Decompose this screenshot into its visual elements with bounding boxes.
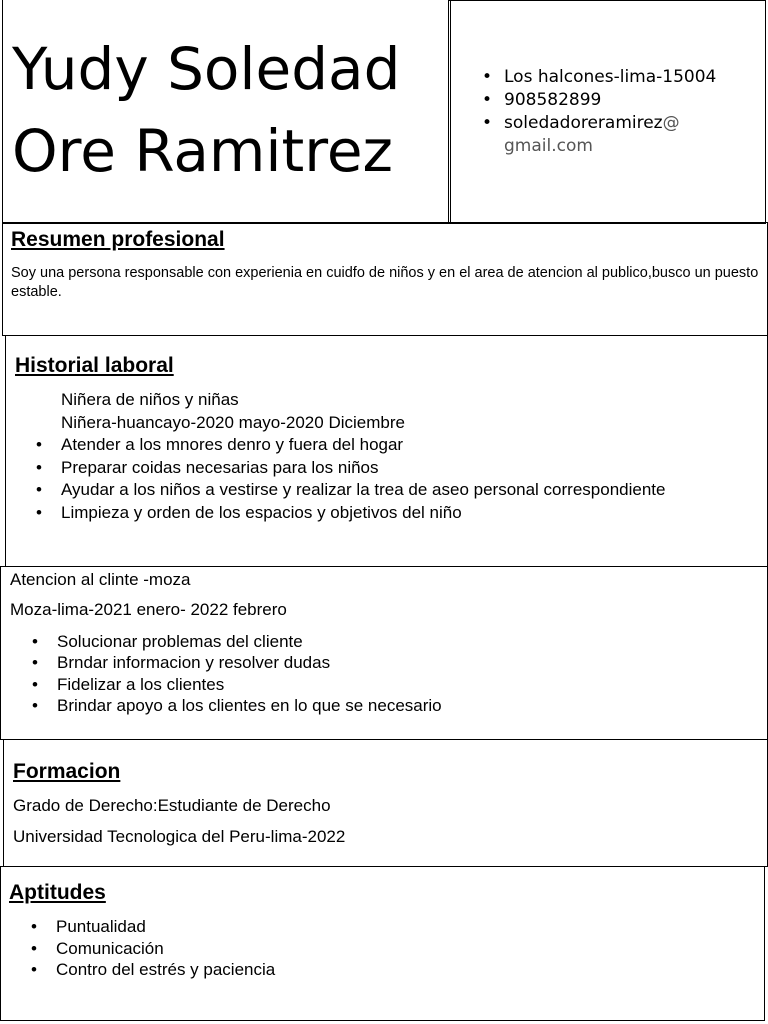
job2-details: Moza-lima-2021 enero- 2022 febrero bbox=[10, 600, 287, 619]
list-item: • Brndar informacion y resolver dudas bbox=[57, 652, 757, 673]
job1-bullets bbox=[61, 434, 761, 525]
list-item: • Limpieza y orden de los espacios y objetivos del niño bbox=[61, 502, 761, 525]
job2-role: Atencion al clinte -moza bbox=[10, 570, 191, 589]
list-item: • Preparar coidas necesarias para los niños bbox=[61, 457, 761, 480]
skills-list bbox=[56, 916, 656, 981]
contact-address: • Los halcones-lima-15004 bbox=[482, 66, 747, 89]
name-line-2: Ore Ramitrez bbox=[12, 117, 393, 185]
list-item: • Fidelizar a los clientes bbox=[57, 674, 757, 695]
job2-bullets bbox=[57, 631, 757, 716]
list-item: • Puntualidad bbox=[56, 916, 656, 938]
summary-title: Resumen profesional bbox=[11, 228, 225, 251]
list-item: • Solucionar problemas del cliente bbox=[57, 631, 757, 652]
summary-text: Soy una persona responsable con experienia en cuidfo de niños y en el area de atencion al publico,busco un puesto estable. bbox=[11, 265, 759, 300]
job1-details: Niñera-huancayo-2020 mayo-2020 Diciembre bbox=[61, 413, 405, 432]
contact-email bbox=[482, 112, 747, 158]
contact-list bbox=[482, 66, 747, 158]
history-title: Historial laboral bbox=[15, 354, 174, 377]
email-user: soledadoreramirez bbox=[504, 113, 663, 133]
education-title: Formacion bbox=[13, 760, 121, 783]
contact-phone: • 908582899 bbox=[482, 89, 747, 112]
list-item: • Ayudar a los niños a vestirse y realizar la trea de aseo personal correspondiente bbox=[61, 479, 761, 502]
full-name bbox=[12, 28, 400, 192]
education-degree: Grado de Derecho:Estudiante de Derecho bbox=[13, 796, 331, 815]
list-item: • Comunicación bbox=[56, 938, 656, 960]
job1-role: Niñera de niños y niñas bbox=[61, 390, 239, 409]
list-item: • Contro del estrés y paciencia bbox=[56, 959, 656, 981]
list-item: • Atender a los mnores denro y fuera del hogar bbox=[61, 434, 761, 457]
list-item: • Brindar apoyo a los clientes en lo que se necesario bbox=[57, 695, 757, 716]
email-domain: @ gmail.com bbox=[504, 113, 680, 156]
skills-title: Aptitudes bbox=[9, 881, 106, 904]
education-school: Universidad Tecnologica del Peru-lima-2022 bbox=[13, 827, 346, 846]
name-line-1: Yudy Soledad bbox=[12, 35, 401, 103]
